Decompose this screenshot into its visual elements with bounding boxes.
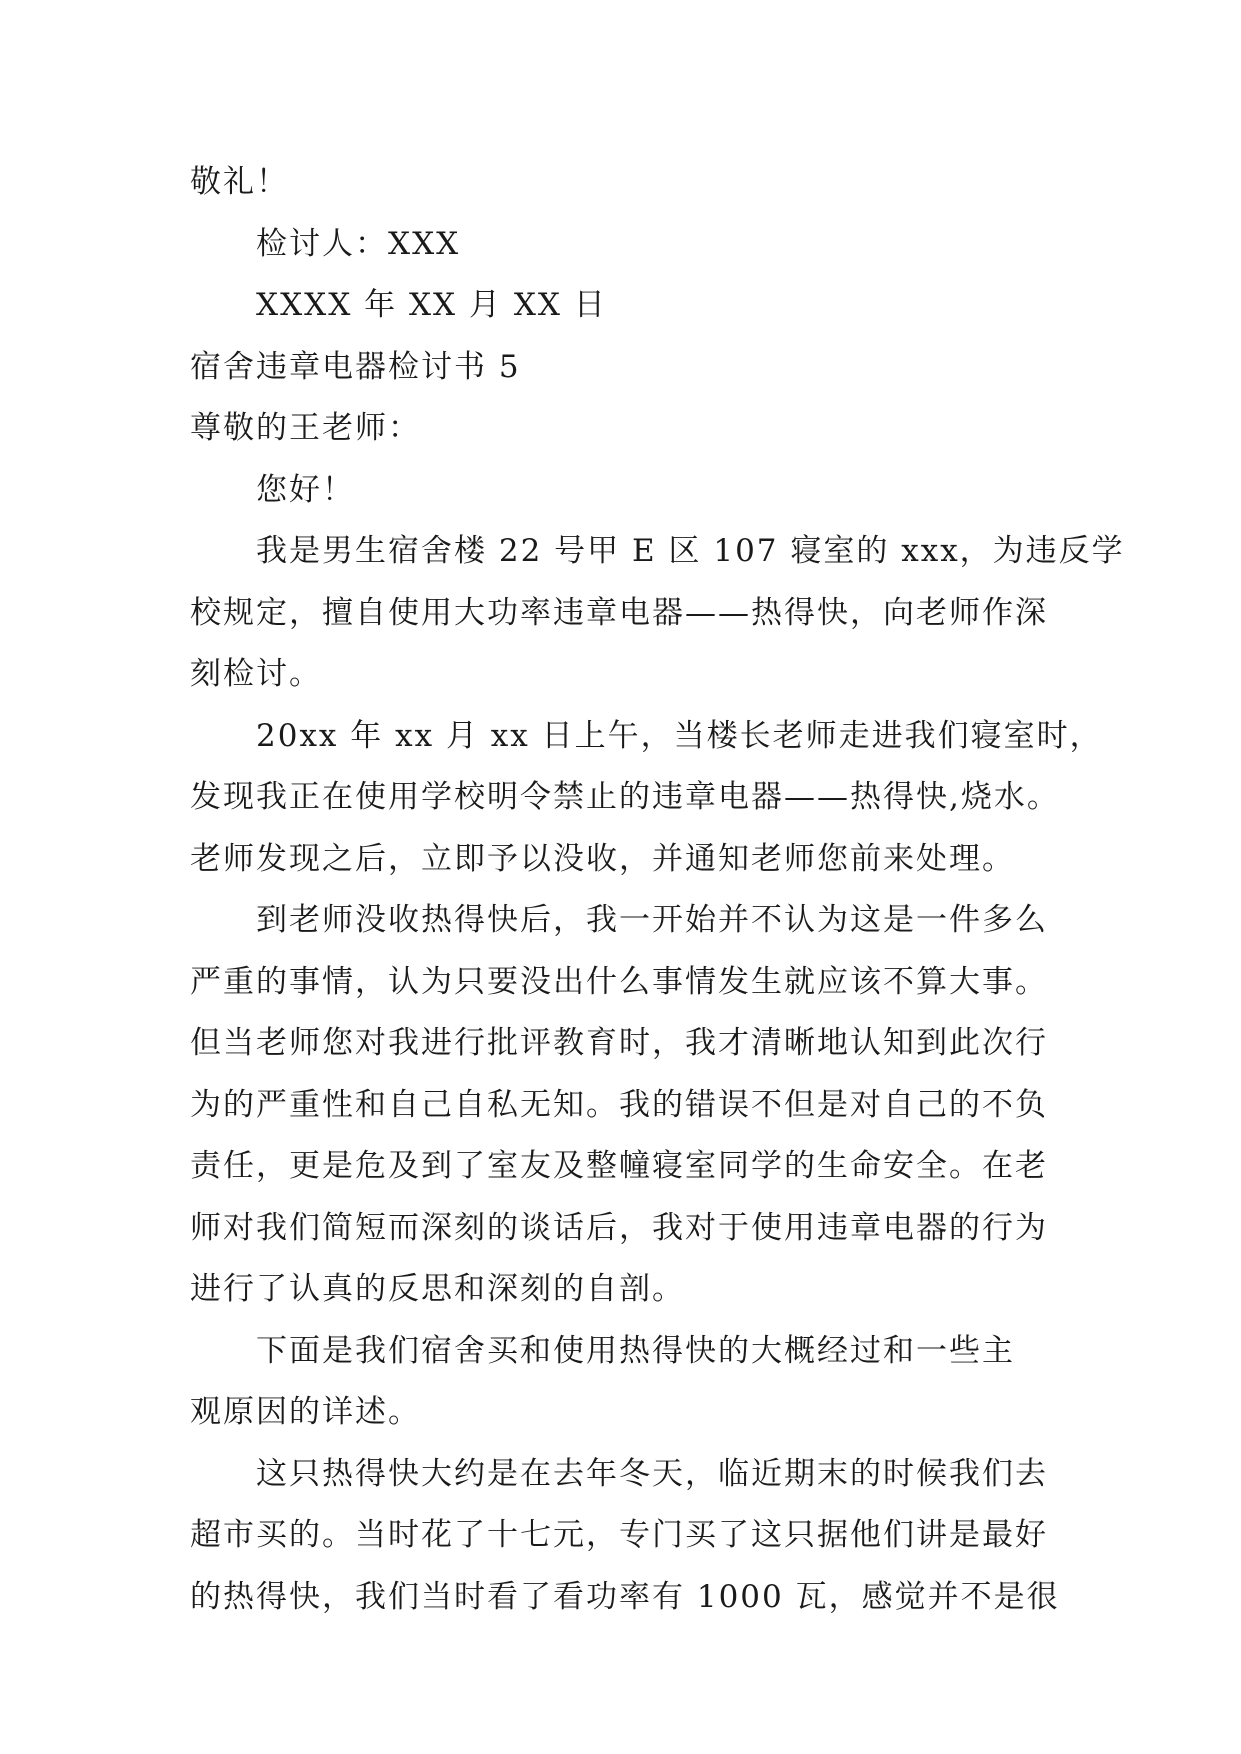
paragraph-line: 观原因的详述。: [190, 1394, 421, 1430]
date-line: XXXX 年 XX 月 XX 日: [256, 287, 607, 323]
paragraph-line: 发现我正在使用学校明令禁止的违章电器——热得快,烧水。: [190, 779, 1060, 815]
paragraph-4: [190, 1321, 1070, 1444]
paragraph-line: 下面是我们宿舍买和使用热得快的大概经过和一些主: [256, 1332, 1015, 1369]
paragraph-line: 到老师没收热得快后，我一开始并不认为这是一件多么: [256, 902, 1048, 938]
paragraph-line: 校规定，擅自使用大功率违章电器——热得快，向老师作深: [190, 594, 1048, 631]
paragraph-line: 这只热得快大约是在去年冬天，临近期末的时候我们去: [256, 1455, 1048, 1492]
paragraph-line: 刻检讨。: [190, 656, 322, 692]
document-title: 宿舍违章电器检讨书 5: [190, 348, 521, 385]
paragraph-line: 我是男生宿舍楼 22 号甲 E 区 107 寝室的 xxx，为违反学: [256, 533, 1125, 569]
salutation-line: 尊敬的王老师：: [190, 410, 421, 446]
signer-line: 检讨人：XXX: [256, 225, 461, 262]
paragraph-line: 20xx 年 xx 月 xx 日上午，当楼长老师走进我们寝室时，: [256, 717, 1103, 754]
paragraph-line: 严重的事情，认为只要没出什么事情发生就应该不算大事。: [190, 963, 1048, 1000]
paragraph-5: [190, 1444, 1070, 1629]
greeting-line: 您好！: [256, 471, 355, 508]
document-body: [190, 152, 1125, 1628]
paragraph-line: 进行了认真的反思和深刻的自剖。: [190, 1271, 685, 1307]
paragraph-3: [190, 890, 1070, 1321]
paragraph-line: 超市买的。当时花了十七元，专门买了这只据他们讲是最好: [190, 1517, 1048, 1553]
paragraph-1: [190, 521, 1125, 706]
paragraph-line: 师对我们简短而深刻的谈话后，我对于使用违章电器的行为: [190, 1209, 1048, 1246]
closing-line: 敬礼！: [190, 164, 289, 200]
paragraph-2: [190, 706, 1103, 891]
paragraph-line: 的热得快，我们当时看了看功率有 1000 瓦，感觉并不是很: [190, 1578, 1060, 1615]
paragraph-line: 老师发现之后，立即予以没收，并通知老师您前来处理。: [190, 840, 1015, 877]
paragraph-line: 为的严重性和自己自私无知。我的错误不但是对自己的不负: [190, 1086, 1048, 1123]
paragraph-line: 但当老师您对我进行批评教育时，我才清晰地认知到此次行: [190, 1025, 1048, 1061]
paragraph-line: 责任，更是危及到了室友及整幢寝室同学的生命安全。在老: [190, 1148, 1048, 1184]
